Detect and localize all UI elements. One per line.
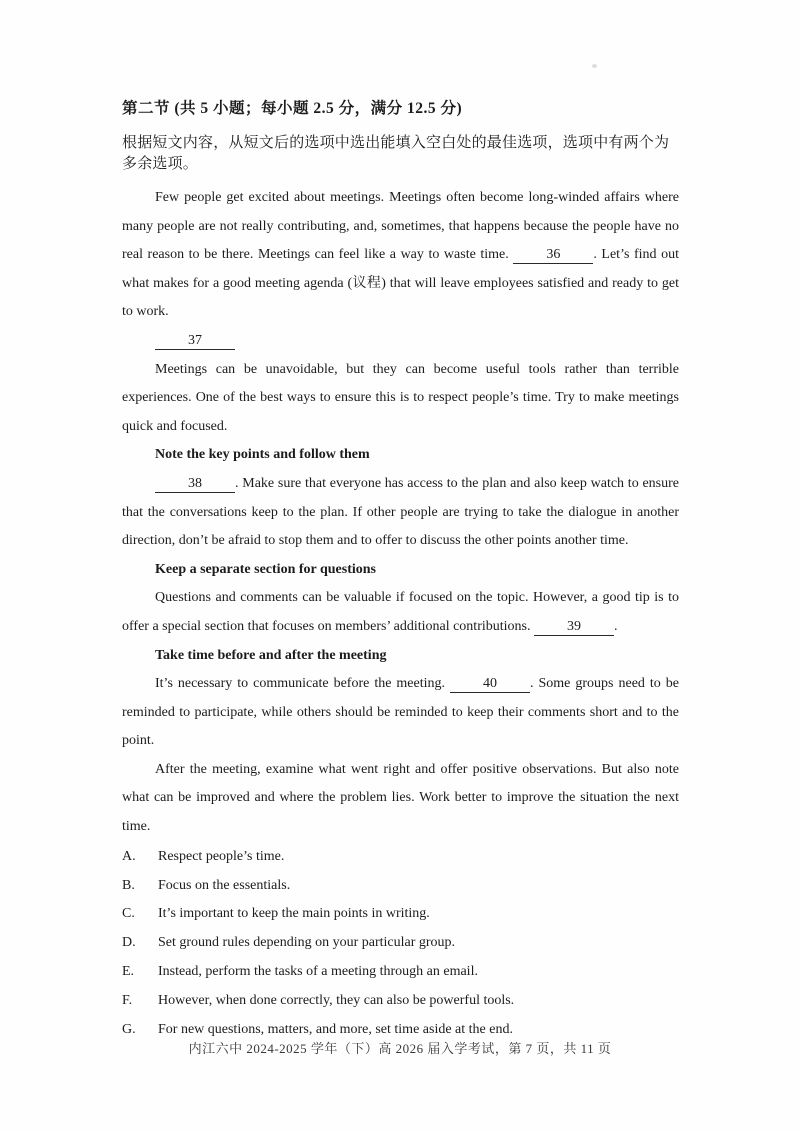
paragraph-text: . xyxy=(613,618,618,634)
blank-39: 39 xyxy=(534,618,614,636)
passage-heading-3: Take time before and after the meeting xyxy=(155,647,387,663)
passage-paragraph-2: Meetings can be unavoidable, but they can become useful tools rather than terrible experiences. One of the best ways to ensure this is to respect people’s time. Try to make meetings quick and focused. xyxy=(122,361,679,434)
option-letter: G. xyxy=(122,1022,136,1038)
option-C xyxy=(122,900,679,929)
paragraph-text: . Some groups need to be reminded to participate, while others should be reminded to keep their comments short and to the point. xyxy=(122,676,680,749)
passage-heading-2: Keep a separate section for questions xyxy=(155,561,376,577)
option-letter: B. xyxy=(122,877,135,893)
passage-blank-line-37 xyxy=(122,327,679,356)
option-letter: F. xyxy=(122,993,133,1009)
passage-paragraph-3 xyxy=(122,470,679,556)
section-instructions: 根据短文内容，从短文后的选项中选出能填入空白处的最佳选项，选项中有两个为多余选项。 xyxy=(122,135,670,172)
option-text: Respect people’s time. xyxy=(158,848,285,864)
option-text: However, when done correctly, they can also be powerful tools. xyxy=(158,993,515,1009)
passage-paragraph-1 xyxy=(122,184,679,327)
option-E xyxy=(122,958,679,987)
option-F xyxy=(122,987,679,1016)
blank-36: 36 xyxy=(513,246,593,264)
passage-paragraph-5 xyxy=(122,670,679,756)
option-text: For new questions, matters, and more, set time aside at the end. xyxy=(158,1022,513,1038)
passage-heading-1: Note the key points and follow them xyxy=(155,447,370,463)
options-list xyxy=(122,843,679,1045)
passage-paragraph-6: After the meeting, examine what went right and offer positive observations. But also note what can be improved and where the problem lies. Work better to improve the situation the next time. xyxy=(122,761,679,835)
option-A xyxy=(122,843,679,872)
paragraph-text: It’s necessary to communicate before the meeting. xyxy=(155,676,451,692)
option-D xyxy=(122,929,679,958)
option-letter: A. xyxy=(122,848,136,864)
option-B xyxy=(122,872,679,901)
paragraph-text: . Make sure that everyone has access to the plan and also keep watch to ensure that the conversations keep to the plan. If other people are trying to take the dialogue in another direction, don’t be afraid to stop them and to offer to discuss the other points another time. xyxy=(122,475,679,549)
page-footer: 内江六中 2024-2025 学年（下）高 2026 届入学考试，第 7 页，共 11 页 xyxy=(188,1041,612,1056)
blank-40: 40 xyxy=(450,675,530,693)
scan-artifact-dot xyxy=(592,64,597,68)
paragraph-text: . Let’s find out what makes for a good meeting agenda (议程) that will leave employees satisfied and ready to get to work. xyxy=(122,247,680,320)
option-text: Instead, perform the tasks of a meeting through an email. xyxy=(158,964,478,980)
blank-38: 38 xyxy=(155,475,235,493)
option-text: Focus on the essentials. xyxy=(158,877,291,893)
passage-paragraph-4 xyxy=(122,584,679,641)
paragraph-text: Few people get excited about meetings. Meetings often become long-winded affairs where many people are not really contributing, and, sometimes, that happens because the people have no real reason to be there. Meetings can feel like a way to waste time. xyxy=(122,190,679,263)
section-header: 第二节 (共 5 小题；每小题 2.5 分，满分 12.5 分) xyxy=(122,100,463,117)
option-letter: C. xyxy=(122,906,135,922)
option-letter: E. xyxy=(122,964,135,980)
paragraph-text: Questions and comments can be valuable if focused on the topic. However, a good tip is to offer a special section that focuses on members’ additional contributions. xyxy=(122,590,679,634)
option-letter: D. xyxy=(122,935,136,951)
blank-37: 37 xyxy=(155,332,235,350)
option-text: It’s important to keep the main points in writing. xyxy=(158,906,430,922)
option-text: Set ground rules depending on your particular group. xyxy=(158,935,456,951)
page-content xyxy=(122,96,679,1045)
